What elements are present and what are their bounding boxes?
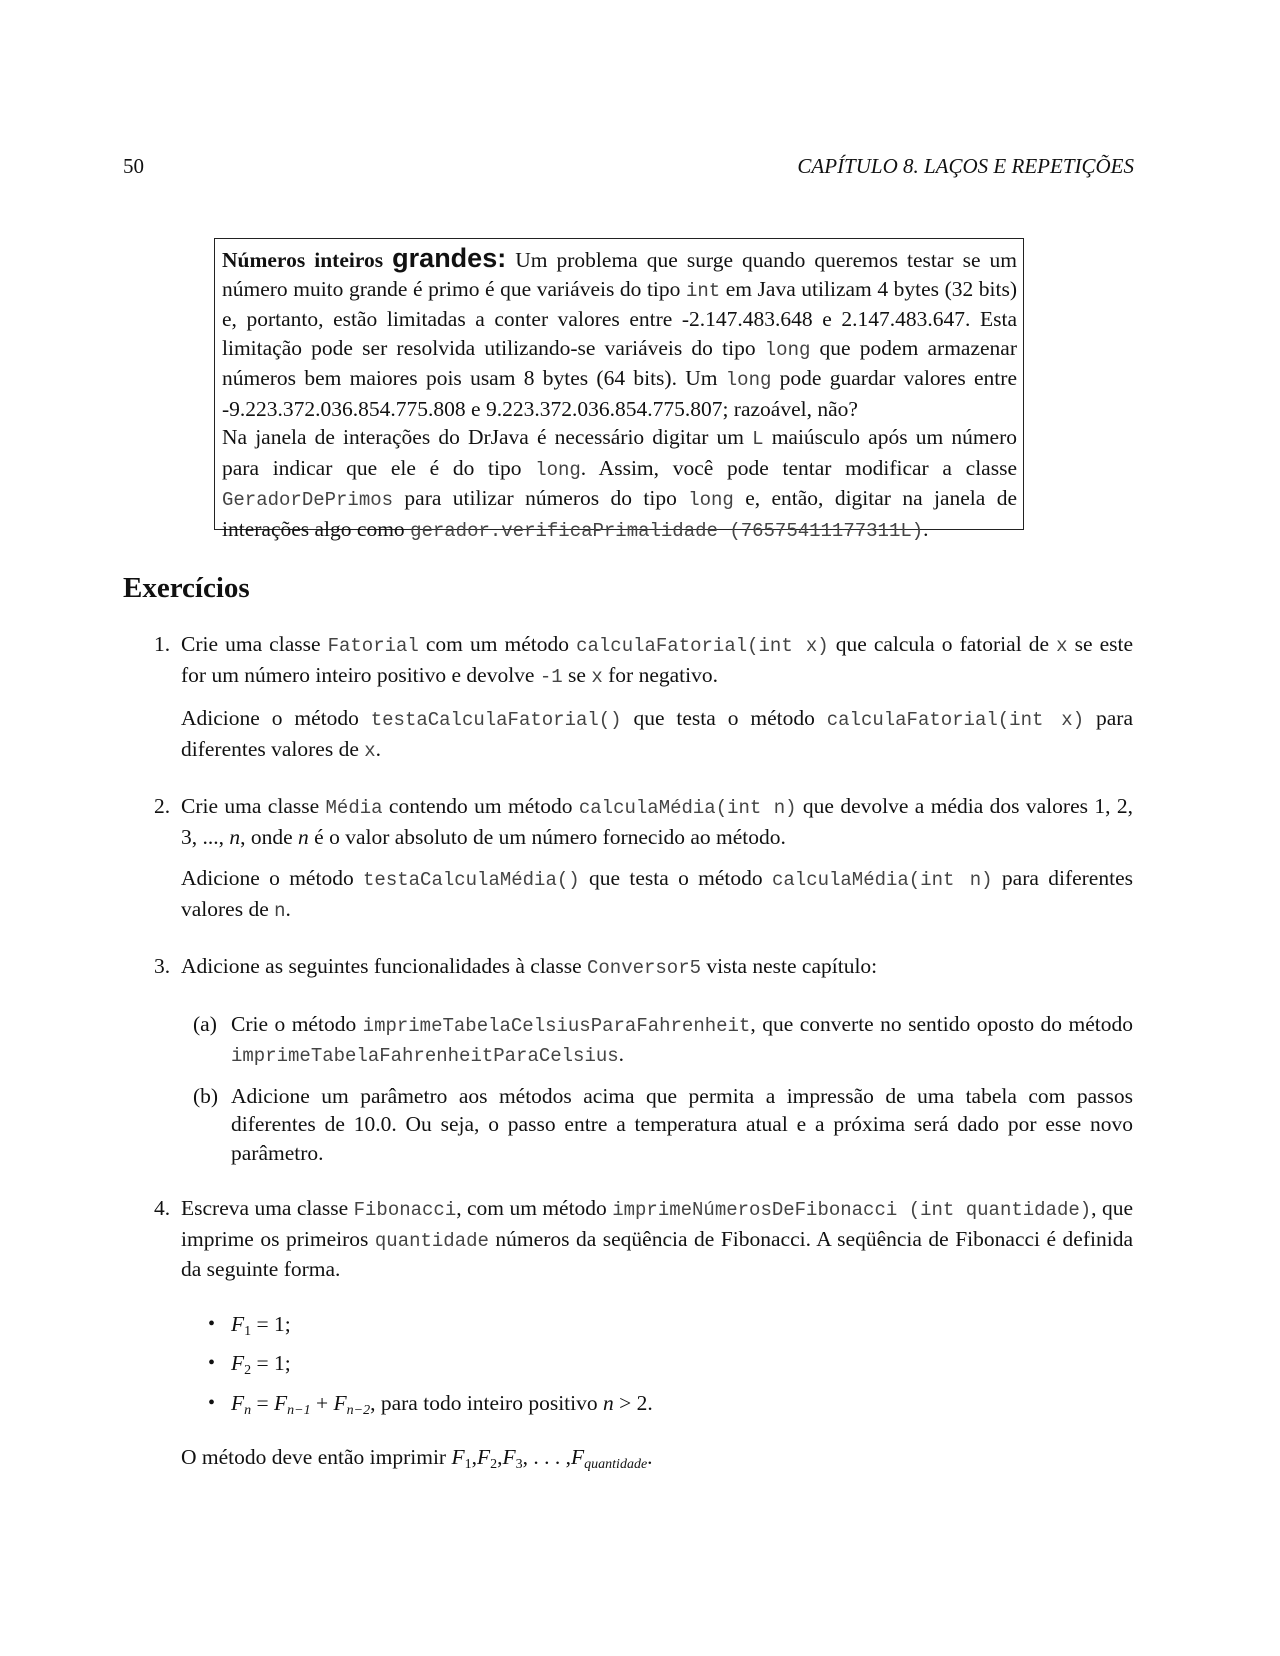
note-text: e, então, digitar na janela de interações algo como — [222, 486, 1017, 541]
subitem-label: (a) — [193, 1011, 217, 1036]
math-comma: , — [497, 1445, 503, 1469]
note-text: que podem armazenar números bem maiores pois usam 8 bytes (64 bits). Um — [222, 335, 1017, 390]
code-testa-calcula-fatorial: testaCalculaFatorial() — [370, 709, 622, 731]
code-imprime-fahrenheit: imprimeTabelaFahrenheitParaCelsius — [231, 1045, 619, 1067]
math-F: F — [451, 1445, 465, 1469]
code-media: Média — [325, 797, 383, 819]
bullet-fn — [181, 1389, 1133, 1418]
code-calcula-fatorial: calculaFatorial(int x) — [576, 635, 829, 657]
page-number: 50 — [123, 154, 144, 178]
text: que testa o método — [579, 866, 772, 890]
text: é o valor absoluto de um número fornecido ao método. — [308, 824, 786, 849]
section-title: Exercícios — [123, 572, 250, 604]
note-text: . — [923, 516, 929, 541]
text: , que imprime os primeiros — [181, 1196, 1133, 1251]
code-int: int — [685, 279, 721, 302]
bullet-icon: • — [208, 1391, 216, 1414]
text: Crie uma classe — [181, 794, 326, 818]
code-long: long — [535, 458, 581, 481]
exercise-2 — [123, 792, 1133, 925]
math-F: F — [333, 1390, 347, 1415]
code-fatorial: Fatorial — [327, 635, 419, 657]
code-calcula-media: calculaMédia(int n) — [578, 797, 797, 819]
exercise-4-text — [181, 1194, 1133, 1284]
exercise-3-sublist — [181, 1010, 1133, 1168]
code-x: x — [591, 665, 603, 688]
exercise-number: 3. — [154, 954, 171, 978]
math-n: n — [229, 824, 241, 849]
math-F: F — [502, 1445, 516, 1469]
note-title-big: grandes: — [392, 243, 507, 273]
text: Adicione o método — [181, 706, 371, 730]
code-calcula-media: calculaMédia(int n) — [771, 869, 993, 891]
code-verifica-primalidade: gerador.verificaPrimalidade (76575411177311L) — [410, 519, 924, 542]
code-imprime-fibonacci: imprimeNúmerosDeFibonacci (int quantidade) — [612, 1199, 1092, 1221]
bullet-icon: • — [208, 1352, 216, 1374]
math-eq: = — [251, 1390, 275, 1415]
exercise-list — [123, 630, 1133, 1472]
math-comma: , — [522, 1445, 529, 1469]
code-long: long — [725, 369, 772, 391]
math-eq: = — [251, 1351, 275, 1375]
exercise-number: 4. — [154, 1196, 171, 1220]
exercise-4 — [123, 1194, 1133, 1472]
text: O método deve então imprimir — [181, 1445, 452, 1469]
text: . — [285, 896, 291, 921]
note-title-bold: Números inteiros — [222, 248, 384, 272]
math-F: F — [274, 1390, 288, 1415]
math-F: F — [231, 1311, 245, 1336]
exercise-2-text — [181, 792, 1133, 851]
code-fibonacci: Fibonacci — [353, 1199, 457, 1221]
code-minus-one: -1 — [539, 665, 563, 688]
code-conversor5: Conversor5 — [586, 957, 702, 979]
code-x: x — [1056, 635, 1068, 657]
code-quantidade: quantidade — [374, 1229, 489, 1252]
math-F: F — [571, 1445, 585, 1469]
subitem-b — [181, 1082, 1133, 1168]
code-n: n — [274, 899, 286, 922]
note-text: . Assim, você pode tentar modificar a classe — [580, 455, 1017, 480]
code-imprime-celsius: imprimeTabelaCelsiusParaFahrenheit — [362, 1014, 751, 1037]
text: se — [562, 662, 592, 687]
note-title — [222, 243, 507, 273]
fibonacci-definition-list — [181, 1310, 1133, 1418]
code-calcula-fatorial: calculaFatorial(int x) — [826, 709, 1085, 731]
text: contendo um método — [382, 794, 579, 818]
code-L: L — [752, 428, 764, 450]
text: . — [647, 1445, 653, 1469]
exercise-2-followup — [181, 864, 1133, 925]
text: , para todo inteiro positivo — [370, 1390, 603, 1415]
code-testa-calcula-media: testaCalculaMédia() — [363, 869, 580, 891]
math-n: n — [603, 1390, 614, 1415]
text: que calcula o fatorial de — [828, 632, 1057, 656]
text: que devolve a média dos valores 1, 2, 3, ..., — [181, 794, 1133, 849]
math-dots: . . . , — [528, 1445, 572, 1469]
exercise-1-text — [181, 630, 1133, 691]
note-text: para utilizar números do tipo — [393, 486, 689, 510]
text: Crie o método — [231, 1011, 363, 1036]
code-gerador-de-primos: GeradorDePrimos — [222, 489, 394, 511]
text: Escreva uma classe — [181, 1196, 354, 1220]
note-text: pode guardar valores entre -9.223.372.036.854.775.808 e 9.223.372.036.854.775.807; razoável, não? — [222, 366, 1017, 421]
running-head: CAPÍTULO 8. LAÇOS E REPETIÇÕES — [797, 154, 1134, 178]
exercise-4-final — [181, 1443, 1133, 1472]
text: , que converte no sentido oposto do método — [750, 1011, 1133, 1036]
bullet-f1 — [181, 1310, 1133, 1339]
subitem-a — [181, 1010, 1133, 1071]
text: com um método — [418, 632, 577, 656]
text: Adicione as seguintes funcionalidades à classe — [181, 954, 587, 978]
text: 1; — [274, 1311, 291, 1336]
math-eq: = — [251, 1311, 275, 1336]
text: Adicione um parâmetro aos métodos acima que permita a impressão de uma tabela com passos diferentes de 10.0. Ou seja, o passo entre a temperatura atual e a próxima será dado por esse novo parâmetro. — [231, 1083, 1133, 1165]
text: para diferentes valores de — [181, 706, 1133, 761]
note-text: Na janela de interações do DrJava é necessário digitar um — [222, 425, 753, 449]
text: . — [618, 1042, 625, 1066]
text: se este for um número inteiro positivo e devolve — [181, 632, 1133, 687]
text: 1; — [274, 1351, 291, 1375]
note-paragraph-1 — [222, 244, 1017, 423]
text: . — [375, 736, 382, 761]
math-n: n — [298, 824, 309, 849]
text: para diferentes valores de — [181, 866, 1133, 921]
text: > 2. — [613, 1390, 653, 1415]
text: vista neste capítulo: — [701, 954, 878, 978]
subscript: 1 — [464, 1457, 472, 1472]
note-text: maiúsculo após um número para indicar que ele é do tipo — [222, 425, 1017, 480]
subscript: n−1 — [287, 1402, 311, 1418]
code-x: x — [364, 739, 376, 762]
exercise-number: 1. — [154, 632, 171, 656]
subscript: 2 — [244, 1363, 252, 1378]
subitem-label: (b) — [193, 1083, 219, 1108]
code-long: long — [764, 338, 811, 361]
note-box — [214, 238, 1024, 542]
math-comma: , — [471, 1445, 477, 1469]
subscript: quantidade — [584, 1457, 648, 1472]
text: números da seqüência de Fibonacci. A seqüência de Fibonacci é definida da seguinte forma. — [181, 1226, 1133, 1281]
text: , com um método — [456, 1196, 613, 1220]
subscript: 1 — [244, 1323, 252, 1339]
bullet-icon: • — [208, 1312, 216, 1335]
note-text: Um problema que surge quando queremos testar se um número muito grande é primo é que variáveis do tipo — [222, 248, 1017, 301]
subscript: n — [244, 1402, 252, 1418]
subscript: 2 — [490, 1457, 498, 1472]
note-text: em Java utilizam 4 bytes (32 bits) e, portanto, estão limitadas a conter valores entre -2.147.483.648 e 2.147.483.647. Esta limitação pode ser resolvida utilizando-se variáveis do tipo — [222, 276, 1018, 360]
math-F: F — [477, 1445, 491, 1469]
bullet-f2 — [181, 1349, 1133, 1378]
math-plus: + — [310, 1390, 334, 1415]
exercise-3 — [123, 952, 1133, 1167]
math-F: F — [231, 1390, 245, 1415]
note-paragraph-2 — [222, 423, 1017, 545]
text: que testa o método — [621, 706, 827, 730]
text: Crie uma classe — [181, 632, 328, 656]
code-long: long — [688, 489, 734, 511]
text: for negativo. — [602, 662, 718, 687]
exercise-1 — [123, 630, 1133, 765]
exercise-3-text — [181, 952, 1133, 983]
subscript: n−2 — [346, 1402, 371, 1418]
text: , onde — [240, 824, 299, 849]
text: Adicione o método — [181, 866, 364, 890]
subscript: 3 — [515, 1457, 523, 1472]
exercise-1-followup — [181, 704, 1133, 765]
exercise-number: 2. — [154, 794, 171, 818]
math-F: F — [231, 1351, 245, 1375]
